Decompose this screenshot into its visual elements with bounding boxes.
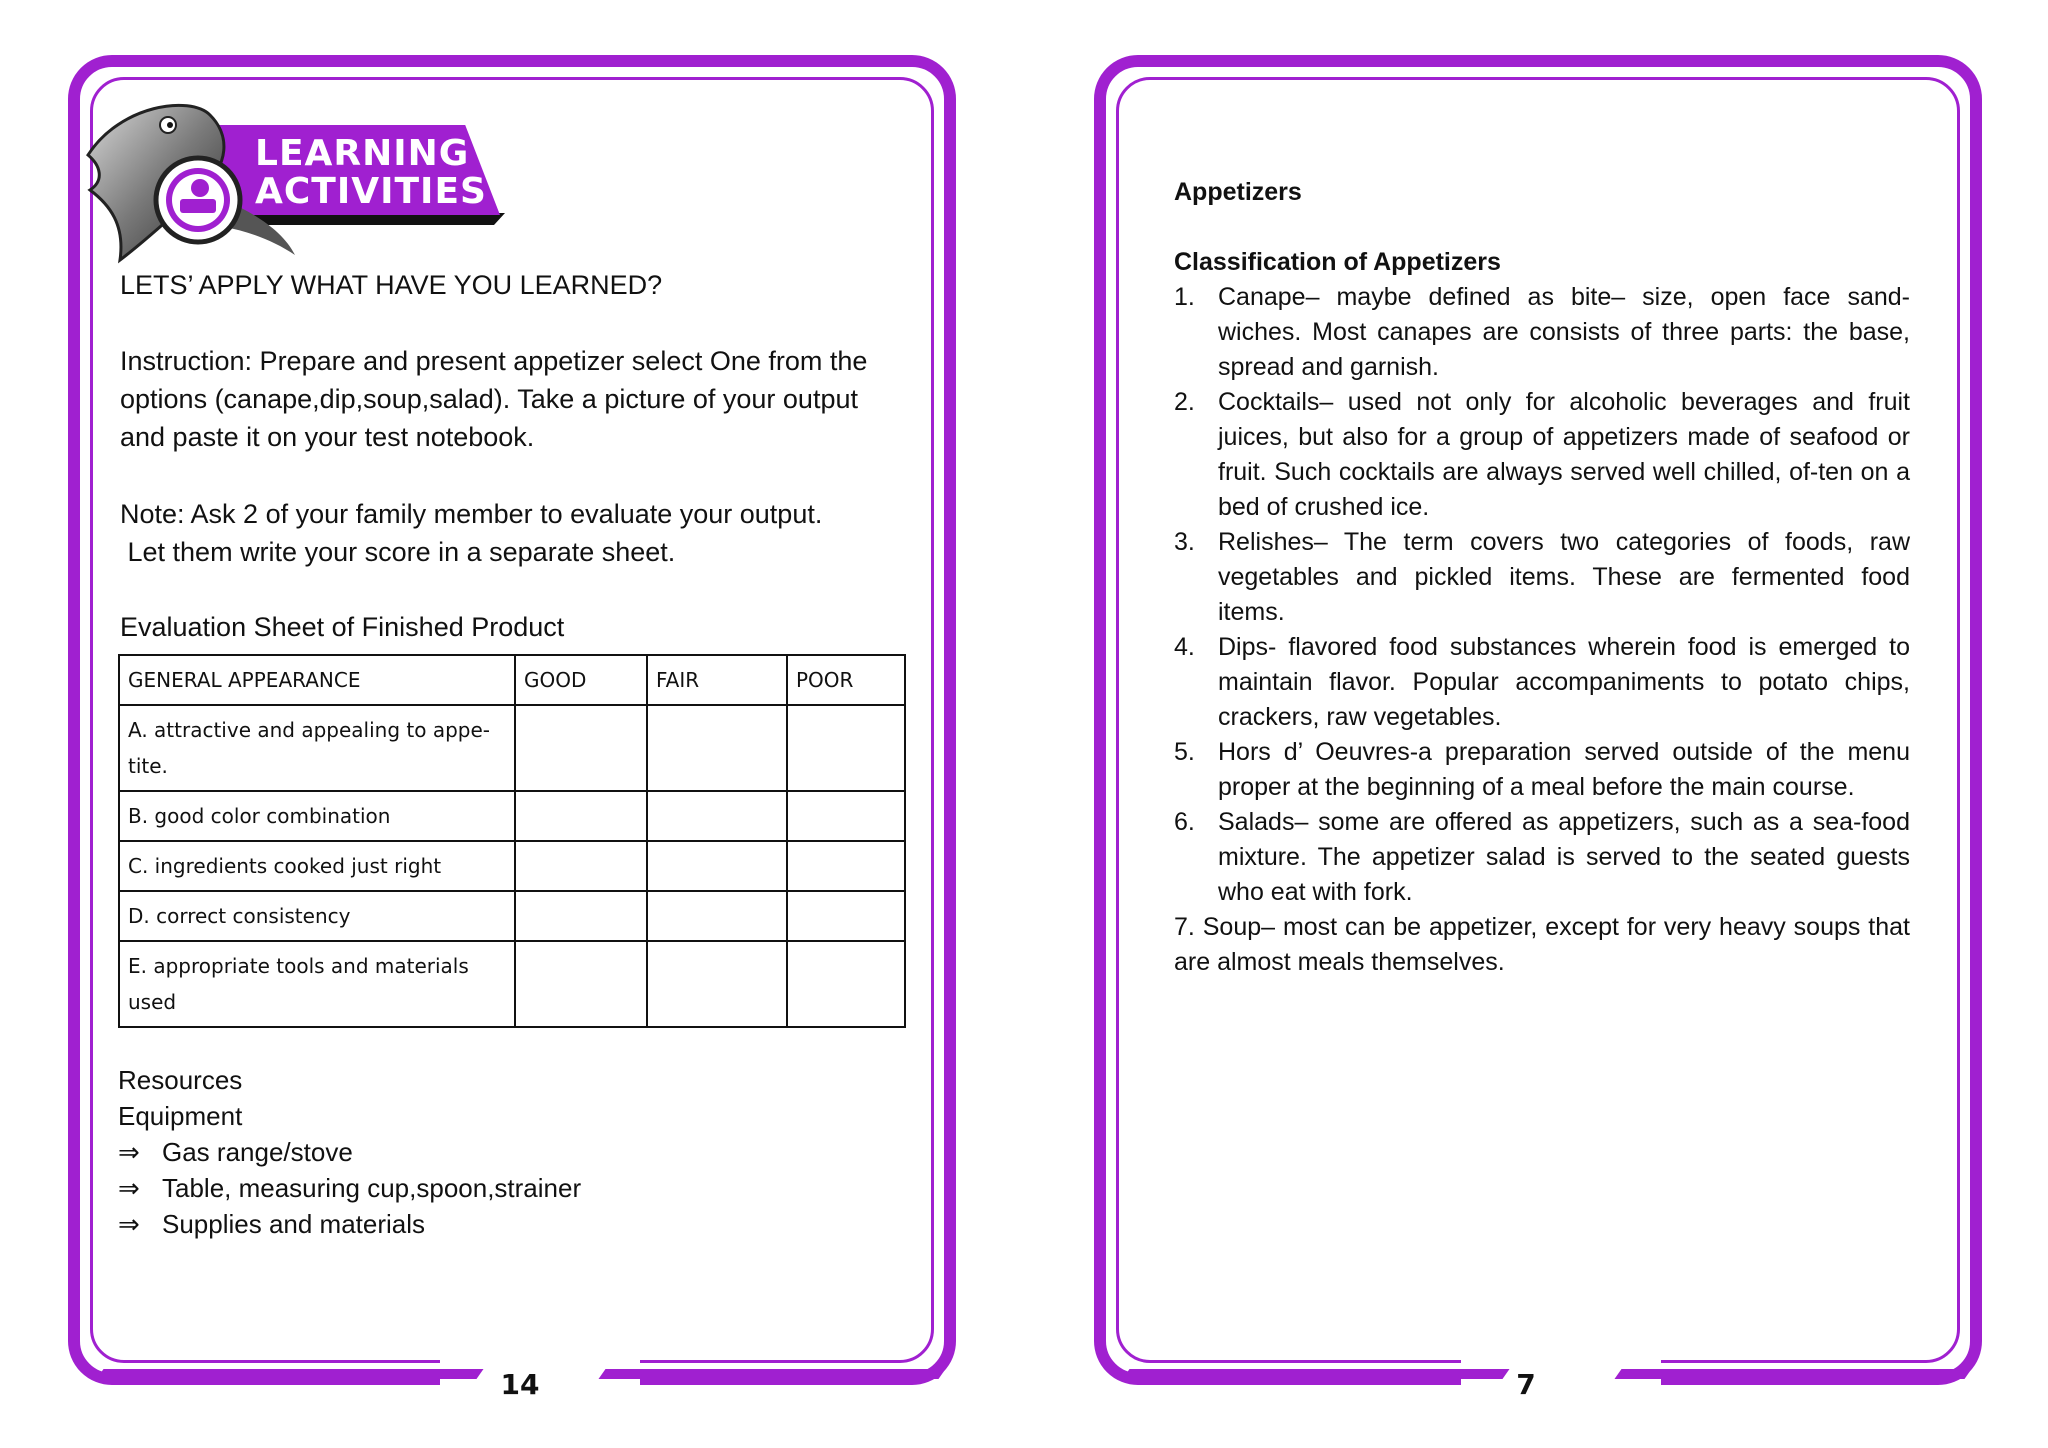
- item-text: Dips- flavored food substances wherein food is emerged to maintain flavor. Popular accompaniments to potato chips, crackers, raw vegetables.: [1218, 633, 1910, 731]
- note-text: [120, 495, 920, 571]
- resources-label: Resources: [118, 1065, 243, 1095]
- item-number: 6.: [1174, 808, 1195, 836]
- item-text: Cocktails– used not only for alcoholic beverages and fruit juices, but also for a group of appetizers made of seafood or fruit. Such cocktails are always served well chilled, of-ten on a bed of crushed ice.: [1218, 388, 1910, 521]
- closing-paragraph: 7. Soup– most can be appetizer, except for very heavy soups that are almost meals themselves.: [1174, 913, 1910, 976]
- header-fair: FAIR: [647, 655, 787, 705]
- list-item: [1174, 385, 1910, 525]
- evaluation-title: Evaluation Sheet of Finished Product: [120, 612, 565, 642]
- good-cell[interactable]: [515, 705, 647, 791]
- item-text: Relishes– The term covers two categories of foods, raw vegetables and pickled items. These are fermented food items.: [1218, 528, 1910, 626]
- poor-cell[interactable]: [787, 891, 905, 941]
- item-number: 1.: [1174, 283, 1195, 311]
- criterion-cell: D. correct consistency: [119, 891, 515, 941]
- table-row: [119, 705, 905, 791]
- footer-bar-left: [96, 1369, 483, 1379]
- page-number: 14: [500, 1368, 540, 1401]
- good-cell[interactable]: [515, 941, 647, 1027]
- arrow-icon: ⇒: [118, 1137, 140, 1167]
- list-item: [1174, 280, 1910, 385]
- footer-bar-right: [598, 1369, 945, 1379]
- poor-cell[interactable]: [787, 791, 905, 841]
- equipment-label: Equipment: [118, 1101, 243, 1131]
- item-text: Hors d’ Oeuvres-a preparation served outside of the menu proper at the beginning of a meal before the main course.: [1218, 738, 1910, 801]
- fair-cell[interactable]: [647, 705, 787, 791]
- item-number: 5.: [1174, 738, 1195, 766]
- appetizers-content: [1174, 175, 1910, 980]
- fair-cell[interactable]: [647, 891, 787, 941]
- item-text: Salads– some are offered as appetizers, such as a sea-food mixture. The appetizer salad is served to the seated guests who eat with fork.: [1218, 808, 1910, 906]
- list-item: [118, 1170, 581, 1206]
- evaluation-table: [118, 654, 906, 1028]
- list-item: [1174, 735, 1910, 805]
- list-item: [1174, 630, 1910, 735]
- header-general-appearance: GENERAL APPEARANCE: [119, 655, 515, 705]
- table-row: [119, 841, 905, 891]
- list-item: [1174, 805, 1910, 910]
- page-number: 7: [1516, 1368, 1536, 1401]
- poor-cell[interactable]: [787, 941, 905, 1027]
- header-good: GOOD: [515, 655, 647, 705]
- banner-line-1: LEARNING: [255, 133, 470, 174]
- good-cell[interactable]: [515, 891, 647, 941]
- apply-heading: LETS’ APPLY WHAT HAVE YOU LEARNED?: [120, 270, 663, 300]
- item-number: 2.: [1174, 388, 1195, 416]
- table-row: [119, 791, 905, 841]
- arrow-icon: ⇒: [118, 1209, 140, 1239]
- item-number: 3.: [1174, 528, 1195, 556]
- good-cell[interactable]: [515, 841, 647, 891]
- criterion-cell: A. attractive and appealing to appe-tite.: [119, 705, 515, 791]
- item-text: Canape– maybe defined as bite– size, open face sand-wiches. Most canapes are consists of three parts: the base, spread and garnish.: [1218, 283, 1910, 381]
- fair-cell[interactable]: [647, 791, 787, 841]
- poor-cell[interactable]: [787, 705, 905, 791]
- table-row: [119, 891, 905, 941]
- section-heading: Classification of Appetizers: [1174, 248, 1501, 276]
- poor-cell[interactable]: [787, 841, 905, 891]
- list-item: [118, 1206, 581, 1242]
- note-line-2: Let them write your score in a separate sheet.: [120, 537, 676, 567]
- page-title: Appetizers: [1174, 178, 1302, 206]
- banner-title: [255, 135, 487, 211]
- table-header-row: [119, 655, 905, 705]
- criterion-cell: B. good color combination: [119, 791, 515, 841]
- banner-line-2: ACTIVITIES: [255, 171, 487, 212]
- list-item: [1174, 525, 1910, 630]
- good-cell[interactable]: [515, 791, 647, 841]
- header-poor: POOR: [787, 655, 905, 705]
- list-item: [118, 1134, 581, 1170]
- criterion-cell: E. appropriate tools and materials used: [119, 941, 515, 1027]
- note-line-1: Note: Ask 2 of your family member to evaluate your output.: [120, 499, 823, 529]
- arrow-icon: ⇒: [118, 1173, 140, 1203]
- equipment-item: Supplies and materials: [162, 1209, 426, 1239]
- item-number: 4.: [1174, 633, 1195, 661]
- learning-activities-banner: [80, 95, 520, 265]
- fair-cell[interactable]: [647, 841, 787, 891]
- instruction-text: Instruction: Prepare and present appetizer select One from the options (canape,dip,soup,salad). Take a picture of your output and paste it on your test notebook.: [120, 346, 868, 452]
- criterion-cell: C. ingredients cooked just right: [119, 841, 515, 891]
- equipment-item: Gas range/stove: [162, 1137, 353, 1167]
- resources-section: [118, 1062, 581, 1242]
- footer-bar-left: [1122, 1369, 1509, 1379]
- footer-bar-right: [1614, 1369, 1971, 1379]
- table-row: [119, 941, 905, 1027]
- equipment-item: Table, measuring cup,spoon,strainer: [162, 1173, 582, 1203]
- fair-cell[interactable]: [647, 941, 787, 1027]
